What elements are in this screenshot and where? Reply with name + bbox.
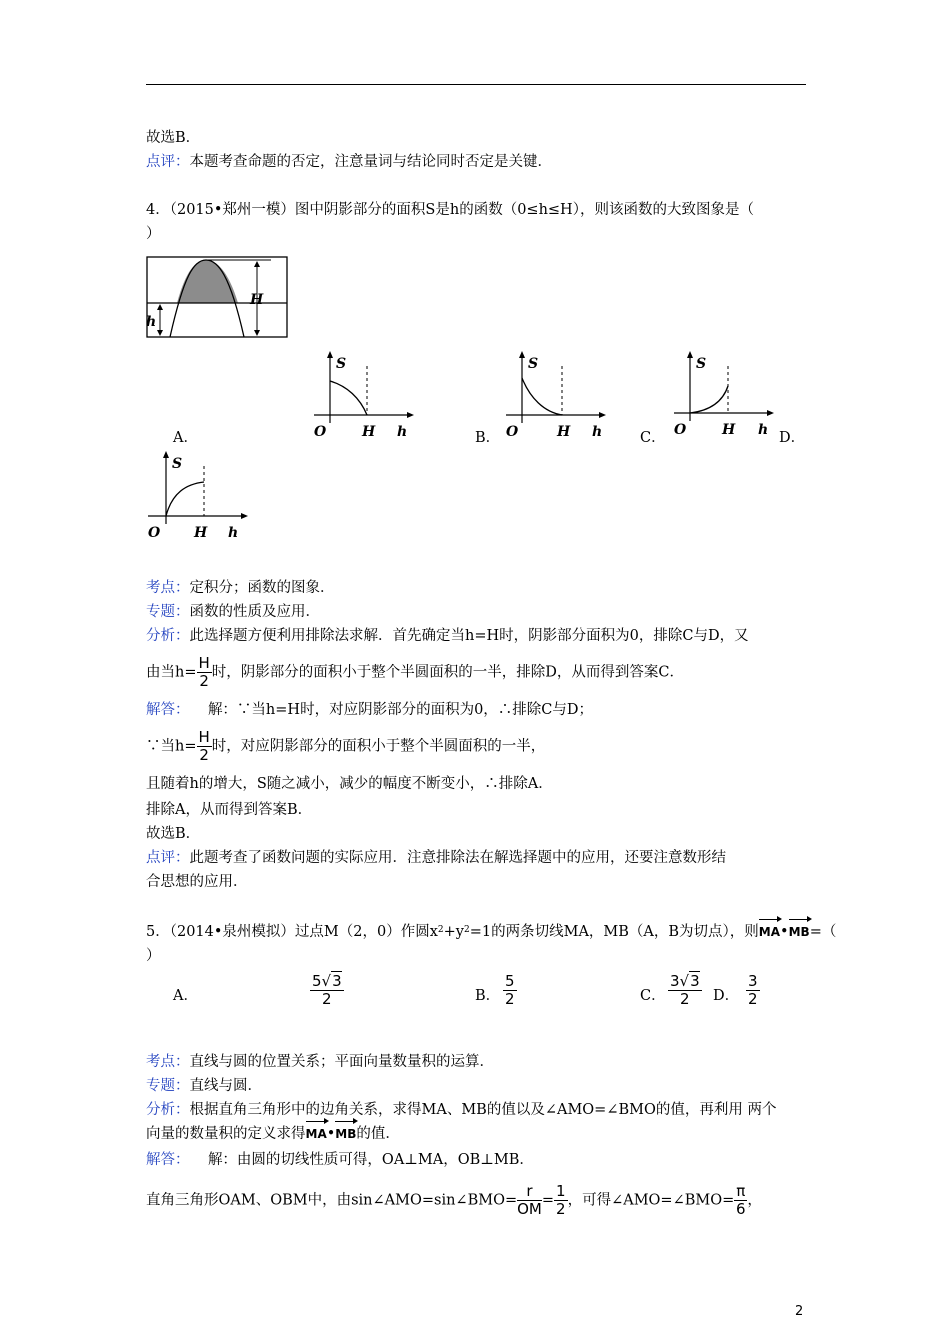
figure-label-H: H xyxy=(250,292,264,308)
svg-text:H: H xyxy=(362,424,376,440)
graph-option-b xyxy=(504,348,609,443)
q5-option-d-value: $\frac{3}{2}$ xyxy=(748,972,758,1008)
question-5-stem-end: ） xyxy=(146,948,161,964)
question-4-stem-end: ） xyxy=(146,226,161,242)
option-c-label: C． xyxy=(640,430,666,446)
svg-text:O: O xyxy=(506,424,519,440)
svg-text:S: S xyxy=(528,356,539,372)
q4-solution-line-2: ∵当h= $\frac{H}{2}$ 时，对应阴影部分的面积小于整个半圆面积的一半， xyxy=(146,728,546,764)
fraction-1-over-2: $\frac{1}{2}$ xyxy=(556,1182,566,1218)
vector-mb: MB xyxy=(789,922,810,942)
svg-text:h: h xyxy=(592,424,603,440)
svg-text:h: h xyxy=(228,525,239,541)
q5-topic-line: 考点：直线与圆的位置关系；平面向量数量积的运算． xyxy=(146,1054,494,1070)
q5-option-d-label: D． xyxy=(713,988,740,1004)
svg-text:h: h xyxy=(758,422,769,438)
fraction-r-over-om: $\frac{r}{OM}$ xyxy=(517,1182,542,1218)
q5-option-a-value: $\frac{5√3}{2}$ xyxy=(312,972,342,1008)
svg-text:S: S xyxy=(336,356,347,372)
q4-solution-line-3: 且随着h的增大，S随之减小，减少的幅度不断变小，∴排除A． xyxy=(146,776,553,792)
q5-subject-line: 专题：直线与圆． xyxy=(146,1078,262,1094)
svg-text:S: S xyxy=(172,456,183,472)
q4-subject-line: 专题：函数的性质及应用． xyxy=(146,604,320,620)
q4-comment-line-2: 合思想的应用． xyxy=(146,874,248,890)
q4-comment-line-1: 点评：此题考查了函数问题的实际应用．注意排除法在解选择题中的应用，还要注意数形结 xyxy=(146,850,726,866)
q5-analysis-line-2: 向量的数量积的定义求得MA•MB的值． xyxy=(146,1126,400,1142)
q5-option-c-value: $\frac{3√3}{2}$ xyxy=(670,972,700,1008)
q5-analysis-line-1: 分析：根据直角三角形中的边角关系，求得MA、MB的值以及∠AMO=∠BMO的值，再利用 两个 xyxy=(146,1102,777,1118)
q5-option-b-value: $\frac{5}{2}$ xyxy=(505,972,515,1008)
graph-option-a xyxy=(312,348,417,443)
comment-line xyxy=(146,152,552,172)
question-5-stem: 5．（2014•泉州模拟）过点M（2，0）作圆$x^2+y^2=1$的两条切线MA，MB（A，B为切点），则MA•MB=（ xyxy=(146,924,837,940)
q4-analysis-line-1: 分析：此选择题方便利用排除法求解．首先确定当h=H时，阴影部分面积为0，排除C与D，又 xyxy=(146,628,749,644)
comment-text: 本题考查命题的否定，注意量词与结论同时否定是关键． xyxy=(189,154,552,170)
svg-text:h: h xyxy=(397,424,408,440)
graph-option-c xyxy=(672,348,777,443)
svg-text:O: O xyxy=(314,424,327,440)
q4-topic-line: 考点：定积分；函数的图象． xyxy=(146,580,335,596)
q5-solution-line-2: 直角三角形OAM、OBM中，由sin∠AMO=sin∠BMO= $\frac{r}{OM}$ = $\frac{1}{2}$ ，可得∠AMO=∠BMO= $\frac{\pi}{6}$ ， xyxy=(146,1182,762,1218)
graph-option-d xyxy=(146,448,251,543)
shaded-region-figure xyxy=(146,250,296,345)
q4-solution-line-5: 故选B． xyxy=(146,826,201,842)
q5-solution-line-1: 解答： 解：由圆的切线性质可得，OA⊥MA，OB⊥MB． xyxy=(146,1152,534,1168)
option-a-label: A． xyxy=(173,430,198,446)
page-number: 2 xyxy=(795,1304,804,1319)
svg-text:O: O xyxy=(148,525,161,541)
fraction-h-over-2: $\frac{H}{2}$ xyxy=(198,654,210,690)
svg-text:H: H xyxy=(722,422,736,438)
q4-solution-line-4: 排除A，从而得到答案B． xyxy=(146,802,313,818)
header-rule xyxy=(146,84,806,85)
svg-text:H: H xyxy=(194,525,208,541)
fraction-h-over-2-b: $\frac{H}{2}$ xyxy=(198,728,210,764)
question-4-stem: 4．（2015•郑州一模）图中阴影部分的面积S是h的函数（0≤h≤H），则该函数的大致图象是（ xyxy=(146,202,754,218)
vector-ma: MA xyxy=(759,922,780,942)
q4-solution-line-1: 解答： 解：∵当h=H时，对应阴影部分的面积为0，∴排除C与D； xyxy=(146,702,594,718)
figure-label-h: h xyxy=(146,314,157,330)
q5-option-a-label: A． xyxy=(173,988,198,1004)
option-b-label: B． xyxy=(475,430,501,446)
q5-option-b-label: B． xyxy=(475,988,501,1004)
comment-label: 点评： xyxy=(146,154,190,170)
fraction-pi-over-6: $\frac{\pi}{6}$ xyxy=(736,1182,746,1218)
svg-text:H: H xyxy=(557,424,571,440)
conclusion-line: 故选B． xyxy=(146,130,201,146)
q5-option-c-label: C． xyxy=(640,988,666,1004)
svg-text:S: S xyxy=(696,356,707,372)
q4-analysis-line-2: 由当h= $\frac{H}{2}$ 时，阴影部分的面积小于整个半圆面积的一半，排除D，从而得到答案C． xyxy=(146,654,684,690)
svg-text:O: O xyxy=(674,422,687,438)
option-d-label: D． xyxy=(779,430,806,446)
